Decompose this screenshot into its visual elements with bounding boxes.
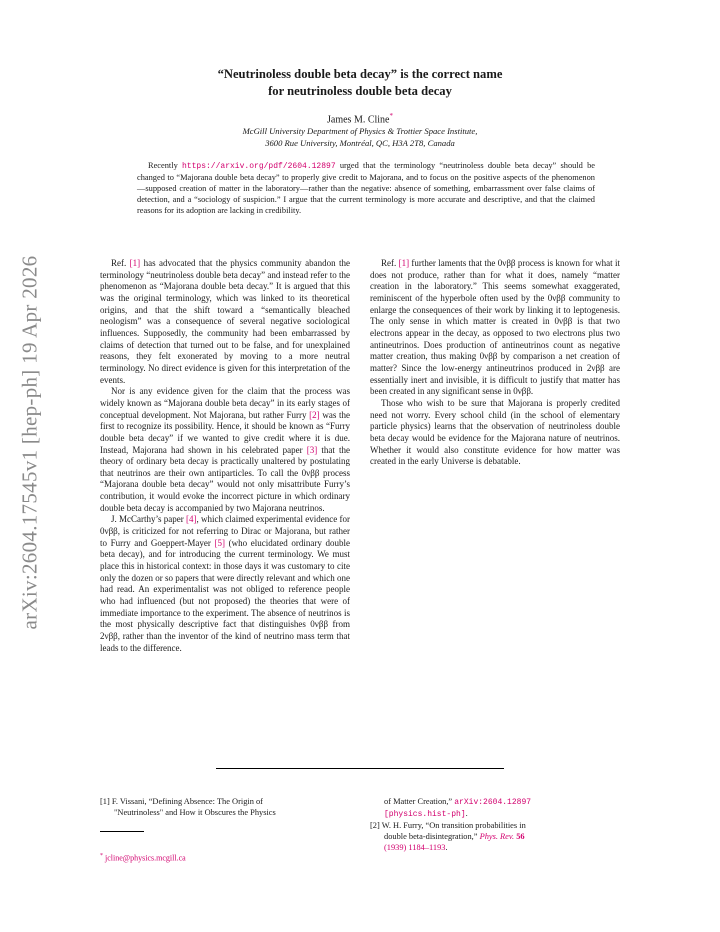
citation-link[interactable]: [3] <box>306 444 318 455</box>
text: double beta-disintegration,” <box>384 832 480 841</box>
text: has advocated that the physics community abandon the terminology “neutrinoless double beta decay” and instead refer to the phenomenon as “Majorana double beta decay.” It is argued that this was the original terminology, which was linked to its theoretical origins, and that the shift toward a “semantically bleached neologism” was a consequence of several negative sociological influences. Supposedly, the community had been embarrassed by claims of detection that turned out to be false, and for unexplained reasons, they felt exonerated by moving to a more neutral terminology. No direct evidence is given for this interpretation of the events. <box>100 258 350 385</box>
author-email-link[interactable]: jcline@physics.mcgill.ca <box>105 853 186 863</box>
paragraph-1 <box>100 258 350 386</box>
body-column-left <box>100 258 350 654</box>
reference-arxiv-link[interactable]: arXiv:2604.12897 <box>454 798 532 807</box>
text: Nor is any evidence given for the claim that the process was widely known as “Majorana double beta decay” in its early stages of conceptual development. Not Majorana, but rather Furry <box>100 386 350 420</box>
affiliation-line-1: McGill University Department of Physics & Trottier Space Institute, <box>242 126 478 136</box>
text: that the theory of ordinary beta decay is practically unaltered by postulating that neutrinos are their own antiparticles. To call the 0νββ process “Majorana double beta decay” would not only misattribute Furry’s contribution, it would evoke the incorrect picture in which ordinary double beta decay is accompanied by two Majorana neutrinos. <box>100 444 350 513</box>
reference-1-line-3 <box>370 796 620 808</box>
paper-title <box>0 66 720 100</box>
title-line-1: “Neutrinoless double beta decay” is the correct name <box>217 67 503 81</box>
text: Ref. <box>111 258 130 268</box>
journal-link[interactable]: Phys. Rev. <box>479 832 515 841</box>
reference-1-line-4 <box>370 808 620 820</box>
section-divider <box>216 768 504 769</box>
body-column-right <box>370 258 620 468</box>
references-right <box>370 796 620 853</box>
citation-link[interactable]: [1] <box>129 258 141 268</box>
text: of Matter Creation,” <box>384 797 455 806</box>
author-name: James M. Cline <box>327 114 390 126</box>
paragraph-3 <box>100 514 350 654</box>
author-footnote-mark[interactable]: * <box>389 112 393 120</box>
arxiv-identifier-stamp: arXiv:2604.17545v1 [hep-ph] 19 Apr 2026 <box>17 255 42 630</box>
citation-link[interactable]: [4] <box>186 514 197 525</box>
reference-1-line-1: [1] F. Vissani, “Defining Absence: The Origin of <box>100 797 263 806</box>
journal-volume-link[interactable]: 56 <box>516 832 525 841</box>
text: (who elucidated ordinary double beta decay), and for introducing the current terminology. We must place this in historical context: in those days it was customary to cite only the dozen or so papers that were directly relevant and which one had read. An experimentalist was not obliged to reference people who had influenced (but not proposed) the theories that were of immediate importance to the experiment. The absence of neutrinos is the most physically descriptive fact that distinguishes 0νββ from 2νββ, rather than the inventor of the kind of neutrino mass term that leads to the difference. <box>100 537 350 653</box>
text: J. McCarthy’s paper <box>111 514 187 525</box>
abstract <box>137 160 595 216</box>
paragraph-5: Those who wish to be sure that Majorana is properly credited need not worry. Every school child (in the school of elementary particle physics) learns that the observation of neutrinoless double beta decay would be evidence for the Majorana nature of neutrinos. Whether it would also constitute evidence for how matter was created in the early Universe is debatable. <box>370 397 620 467</box>
text: . <box>445 843 448 852</box>
paragraph-2 <box>100 386 350 514</box>
affiliation-line-2: 3600 Rue University, Montréal, QC, H3A 2T8, Canada <box>265 138 455 148</box>
abstract-text: urged that the terminology “neutrinoless double beta decay” should be changed to “Majorana double beta decay” to properly give credit to Majorana, and to focus on the positive aspects of the phenomenon—supposed creation of matter in the laboratory—rather than the negative: absence of something, embarrassment over false claims of detection, and a “sociology of suspicion.” I argue that the current terminology is more accurate and descriptive, and that the claimed reasons for its adoption are lacking in credibility. <box>137 161 595 215</box>
text: Ref. <box>381 258 399 268</box>
title-line-2: for neutrinoless double beta decay <box>268 84 452 98</box>
text: was the first to recognize its possibility. Hence, it should be known as “Furry double beta decay” if we wanted to give credit where it is due. Instead, Majorana had shown in his celebrated paper <box>100 409 350 455</box>
reference-category-link[interactable]: [physics.hist-ph] <box>384 810 466 819</box>
citation-link[interactable]: [1] <box>398 258 410 268</box>
journal-pages-link[interactable]: (1939) 1184–1193 <box>384 843 446 852</box>
abstract-url-link[interactable]: https://arxiv.org/pdf/2604.12897 <box>182 162 336 171</box>
reference-1-line-2: "Neutrinoless" and How it Obscures the Physics <box>114 808 276 817</box>
footnote-divider <box>100 831 144 832</box>
footnote-mark: * <box>100 853 103 859</box>
reference-2-line-1: [2] W. H. Furry, “On transition probabilities in <box>370 821 526 830</box>
text: , which claimed experimental evidence for 0νββ, is criticized for not referring to Dirac or Majorana, but rather to Furry and Goeppert-Mayer <box>100 514 350 548</box>
references-left <box>100 796 350 818</box>
reference-2-line-2 <box>370 831 620 842</box>
citation-link[interactable]: [5] <box>214 537 225 548</box>
paragraph-4 <box>370 258 620 398</box>
footnote <box>100 853 186 863</box>
abstract-lead: Recently <box>148 161 182 170</box>
text: . <box>465 809 468 818</box>
affiliation <box>0 125 720 149</box>
author-block <box>0 112 720 125</box>
text: further laments that the 0νββ process is known for what it does not produce, rather than for what it does, namely “matter creation in the laboratory.” This seems somewhat exaggerated, reminiscent of the hyperbole often used by the 0νββ community to enlarge the consequences of their work by linking it to leptogenesis. The only sense in which matter is created in 0νββ is that two electrons appear in the decay, as opposed to two electrons plus two antineutrinos. Does production of antineutrinos count as negative matter creation, thus making 0νββ by comparison a net creation of matter? Since the low-energy antineutrinos produced in 2νββ are essentially inert and invisible, it is difficult to justify that matter has been created in any significant sense in 0νββ. <box>370 258 620 397</box>
citation-link[interactable]: [2] <box>309 409 320 420</box>
reference-2-line-3 <box>370 842 620 853</box>
